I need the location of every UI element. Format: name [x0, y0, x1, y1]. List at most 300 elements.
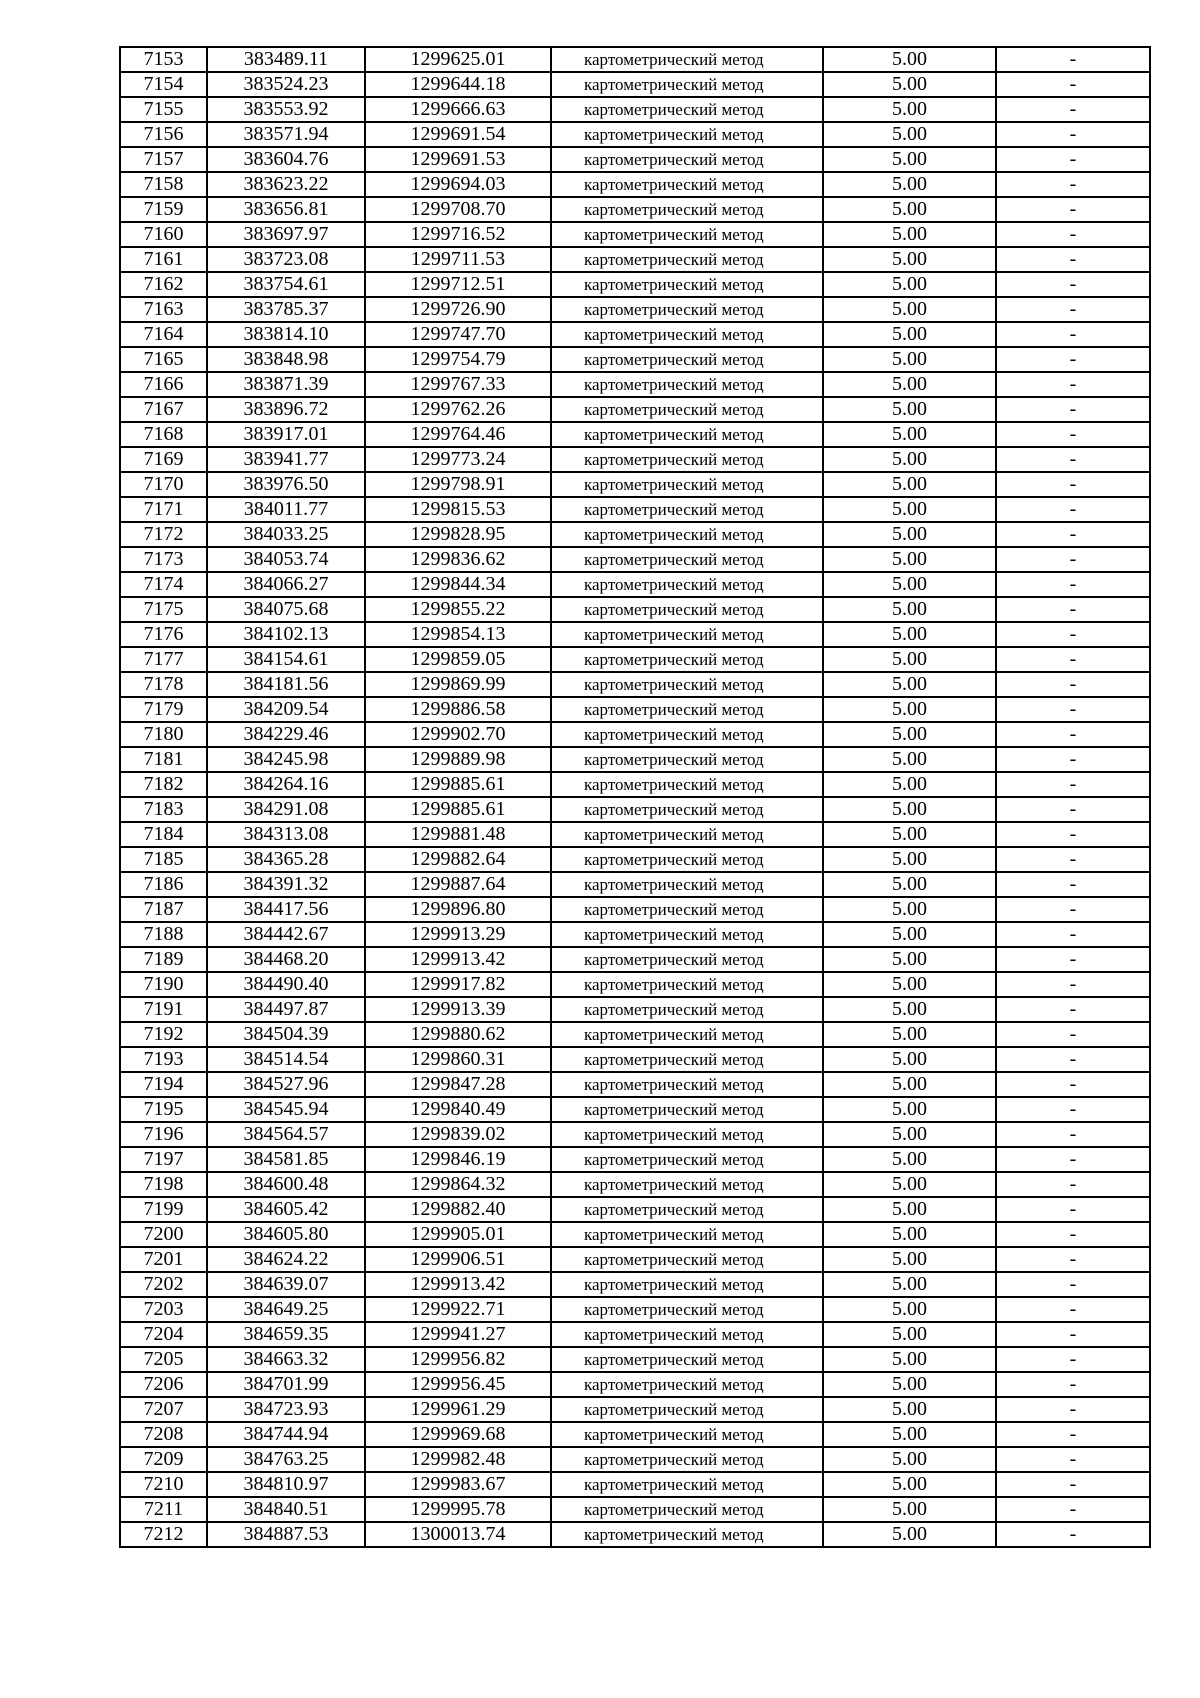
note-cell: - [996, 1247, 1150, 1272]
coordinates-table [119, 46, 1151, 1548]
y-coordinate-cell: 1299881.48 [365, 822, 551, 847]
x-coordinate-cell: 383785.37 [207, 297, 365, 322]
y-coordinate-cell: 1299859.05 [365, 647, 551, 672]
point-number-cell: 7210 [120, 1472, 207, 1497]
precision-cell: 5.00 [823, 1297, 996, 1322]
precision-cell: 5.00 [823, 372, 996, 397]
y-coordinate-cell: 1299666.63 [365, 97, 551, 122]
method-cell: картометрический метод [551, 297, 823, 322]
table-row [120, 172, 1150, 197]
table-row [120, 697, 1150, 722]
point-number-cell: 7158 [120, 172, 207, 197]
method-cell: картометрический метод [551, 1522, 823, 1547]
precision-cell: 5.00 [823, 322, 996, 347]
y-coordinate-cell: 1299708.70 [365, 197, 551, 222]
method-cell: картометрический метод [551, 1222, 823, 1247]
x-coordinate-cell: 384887.53 [207, 1522, 365, 1547]
note-cell: - [996, 1047, 1150, 1072]
note-cell: - [996, 872, 1150, 897]
y-coordinate-cell: 1299969.68 [365, 1422, 551, 1447]
method-cell: картометрический метод [551, 597, 823, 622]
x-coordinate-cell: 383814.10 [207, 322, 365, 347]
point-number-cell: 7208 [120, 1422, 207, 1447]
table-row [120, 897, 1150, 922]
method-cell: картометрический метод [551, 1197, 823, 1222]
point-number-cell: 7153 [120, 47, 207, 72]
point-number-cell: 7163 [120, 297, 207, 322]
point-number-cell: 7171 [120, 497, 207, 522]
x-coordinate-cell: 384468.20 [207, 947, 365, 972]
table-row [120, 772, 1150, 797]
table-row [120, 1297, 1150, 1322]
y-coordinate-cell: 1299815.53 [365, 497, 551, 522]
note-cell: - [996, 1472, 1150, 1497]
y-coordinate-cell: 1299711.53 [365, 247, 551, 272]
note-cell: - [996, 997, 1150, 1022]
table-row [120, 1122, 1150, 1147]
method-cell: картометрический метод [551, 97, 823, 122]
note-cell: - [996, 1447, 1150, 1472]
method-cell: картометрический метод [551, 722, 823, 747]
y-coordinate-cell: 1299762.26 [365, 397, 551, 422]
point-number-cell: 7154 [120, 72, 207, 97]
table-row [120, 972, 1150, 997]
x-coordinate-cell: 383976.50 [207, 472, 365, 497]
method-cell: картометрический метод [551, 772, 823, 797]
table-row [120, 922, 1150, 947]
note-cell: - [996, 297, 1150, 322]
point-number-cell: 7160 [120, 222, 207, 247]
note-cell: - [996, 747, 1150, 772]
x-coordinate-cell: 383896.72 [207, 397, 365, 422]
table-row [120, 597, 1150, 622]
x-coordinate-cell: 384011.77 [207, 497, 365, 522]
point-number-cell: 7184 [120, 822, 207, 847]
point-number-cell: 7212 [120, 1522, 207, 1547]
x-coordinate-cell: 384564.57 [207, 1122, 365, 1147]
note-cell: - [996, 722, 1150, 747]
x-coordinate-cell: 384497.87 [207, 997, 365, 1022]
point-number-cell: 7194 [120, 1072, 207, 1097]
y-coordinate-cell: 1299625.01 [365, 47, 551, 72]
y-coordinate-cell: 1299846.19 [365, 1147, 551, 1172]
note-cell: - [996, 222, 1150, 247]
point-number-cell: 7155 [120, 97, 207, 122]
point-number-cell: 7199 [120, 1197, 207, 1222]
y-coordinate-cell: 1299917.82 [365, 972, 551, 997]
x-coordinate-cell: 384810.97 [207, 1472, 365, 1497]
point-number-cell: 7181 [120, 747, 207, 772]
table-row [120, 472, 1150, 497]
precision-cell: 5.00 [823, 747, 996, 772]
precision-cell: 5.00 [823, 1197, 996, 1222]
x-coordinate-cell: 384581.85 [207, 1147, 365, 1172]
x-coordinate-cell: 383656.81 [207, 197, 365, 222]
table-row [120, 947, 1150, 972]
note-cell: - [996, 772, 1150, 797]
table-row [120, 1022, 1150, 1047]
x-coordinate-cell: 384514.54 [207, 1047, 365, 1072]
method-cell: картометрический метод [551, 397, 823, 422]
note-cell: - [996, 447, 1150, 472]
point-number-cell: 7196 [120, 1122, 207, 1147]
precision-cell: 5.00 [823, 472, 996, 497]
method-cell: картометрический метод [551, 947, 823, 972]
note-cell: - [996, 1022, 1150, 1047]
x-coordinate-cell: 384075.68 [207, 597, 365, 622]
method-cell: картометрический метод [551, 322, 823, 347]
point-number-cell: 7179 [120, 697, 207, 722]
note-cell: - [996, 1522, 1150, 1547]
point-number-cell: 7190 [120, 972, 207, 997]
point-number-cell: 7206 [120, 1372, 207, 1397]
point-number-cell: 7157 [120, 147, 207, 172]
note-cell: - [996, 647, 1150, 672]
point-number-cell: 7203 [120, 1297, 207, 1322]
precision-cell: 5.00 [823, 522, 996, 547]
point-number-cell: 7165 [120, 347, 207, 372]
table-row [120, 72, 1150, 97]
note-cell: - [996, 97, 1150, 122]
point-number-cell: 7159 [120, 197, 207, 222]
precision-cell: 5.00 [823, 1022, 996, 1047]
y-coordinate-cell: 1299913.42 [365, 1272, 551, 1297]
note-cell: - [996, 1197, 1150, 1222]
y-coordinate-cell: 1299880.62 [365, 1022, 551, 1047]
y-coordinate-cell: 1300013.74 [365, 1522, 551, 1547]
point-number-cell: 7166 [120, 372, 207, 397]
note-cell: - [996, 322, 1150, 347]
y-coordinate-cell: 1299882.40 [365, 1197, 551, 1222]
note-cell: - [996, 1347, 1150, 1372]
table-row [120, 272, 1150, 297]
table-row [120, 1472, 1150, 1497]
table-row [120, 547, 1150, 572]
precision-cell: 5.00 [823, 597, 996, 622]
note-cell: - [996, 72, 1150, 97]
precision-cell: 5.00 [823, 972, 996, 997]
point-number-cell: 7176 [120, 622, 207, 647]
method-cell: картометрический метод [551, 1472, 823, 1497]
y-coordinate-cell: 1299773.24 [365, 447, 551, 472]
method-cell: картометрический метод [551, 522, 823, 547]
precision-cell: 5.00 [823, 1322, 996, 1347]
precision-cell: 5.00 [823, 47, 996, 72]
x-coordinate-cell: 383917.01 [207, 422, 365, 447]
x-coordinate-cell: 384639.07 [207, 1272, 365, 1297]
table-row [120, 722, 1150, 747]
point-number-cell: 7195 [120, 1097, 207, 1122]
y-coordinate-cell: 1299961.29 [365, 1397, 551, 1422]
y-coordinate-cell: 1299913.42 [365, 947, 551, 972]
precision-cell: 5.00 [823, 722, 996, 747]
y-coordinate-cell: 1299889.98 [365, 747, 551, 772]
precision-cell: 5.00 [823, 1397, 996, 1422]
table-row [120, 247, 1150, 272]
note-cell: - [996, 397, 1150, 422]
note-cell: - [996, 122, 1150, 147]
x-coordinate-cell: 384066.27 [207, 572, 365, 597]
table-row [120, 1072, 1150, 1097]
point-number-cell: 7167 [120, 397, 207, 422]
x-coordinate-cell: 384659.35 [207, 1322, 365, 1347]
x-coordinate-cell: 384527.96 [207, 1072, 365, 1097]
precision-cell: 5.00 [823, 72, 996, 97]
note-cell: - [996, 1147, 1150, 1172]
method-cell: картометрический метод [551, 247, 823, 272]
table-row [120, 1347, 1150, 1372]
precision-cell: 5.00 [823, 672, 996, 697]
point-number-cell: 7198 [120, 1172, 207, 1197]
y-coordinate-cell: 1299922.71 [365, 1297, 551, 1322]
precision-cell: 5.00 [823, 922, 996, 947]
precision-cell: 5.00 [823, 1272, 996, 1297]
x-coordinate-cell: 384053.74 [207, 547, 365, 572]
point-number-cell: 7183 [120, 797, 207, 822]
point-number-cell: 7197 [120, 1147, 207, 1172]
y-coordinate-cell: 1299754.79 [365, 347, 551, 372]
y-coordinate-cell: 1299798.91 [365, 472, 551, 497]
table-row [120, 1172, 1150, 1197]
x-coordinate-cell: 384229.46 [207, 722, 365, 747]
x-coordinate-cell: 384264.16 [207, 772, 365, 797]
method-cell: картометрический метод [551, 1172, 823, 1197]
note-cell: - [996, 622, 1150, 647]
precision-cell: 5.00 [823, 222, 996, 247]
method-cell: картометрический метод [551, 1322, 823, 1347]
table-row [120, 822, 1150, 847]
x-coordinate-cell: 384181.56 [207, 672, 365, 697]
precision-cell: 5.00 [823, 297, 996, 322]
y-coordinate-cell: 1299983.67 [365, 1472, 551, 1497]
x-coordinate-cell: 384663.32 [207, 1347, 365, 1372]
table-row [120, 1422, 1150, 1447]
precision-cell: 5.00 [823, 1047, 996, 1072]
x-coordinate-cell: 384600.48 [207, 1172, 365, 1197]
x-coordinate-cell: 384545.94 [207, 1097, 365, 1122]
x-coordinate-cell: 384365.28 [207, 847, 365, 872]
precision-cell: 5.00 [823, 872, 996, 897]
point-number-cell: 7169 [120, 447, 207, 472]
precision-cell: 5.00 [823, 422, 996, 447]
method-cell: картометрический метод [551, 1097, 823, 1122]
y-coordinate-cell: 1299854.13 [365, 622, 551, 647]
table-row [120, 847, 1150, 872]
point-number-cell: 7188 [120, 922, 207, 947]
precision-cell: 5.00 [823, 847, 996, 872]
table-row [120, 1247, 1150, 1272]
point-number-cell: 7177 [120, 647, 207, 672]
x-coordinate-cell: 384245.98 [207, 747, 365, 772]
precision-cell: 5.00 [823, 622, 996, 647]
x-coordinate-cell: 383941.77 [207, 447, 365, 472]
y-coordinate-cell: 1299913.39 [365, 997, 551, 1022]
y-coordinate-cell: 1299982.48 [365, 1447, 551, 1472]
x-coordinate-cell: 383848.98 [207, 347, 365, 372]
precision-cell: 5.00 [823, 1472, 996, 1497]
note-cell: - [996, 922, 1150, 947]
y-coordinate-cell: 1299860.31 [365, 1047, 551, 1072]
table-row [120, 422, 1150, 447]
table-row [120, 372, 1150, 397]
note-cell: - [996, 972, 1150, 997]
y-coordinate-cell: 1299836.62 [365, 547, 551, 572]
y-coordinate-cell: 1299712.51 [365, 272, 551, 297]
x-coordinate-cell: 383553.92 [207, 97, 365, 122]
precision-cell: 5.00 [823, 647, 996, 672]
point-number-cell: 7189 [120, 947, 207, 972]
y-coordinate-cell: 1299864.32 [365, 1172, 551, 1197]
point-number-cell: 7156 [120, 122, 207, 147]
x-coordinate-cell: 384763.25 [207, 1447, 365, 1472]
table-row [120, 1497, 1150, 1522]
note-cell: - [996, 522, 1150, 547]
note-cell: - [996, 797, 1150, 822]
note-cell: - [996, 1422, 1150, 1447]
table-row [120, 122, 1150, 147]
y-coordinate-cell: 1299844.34 [365, 572, 551, 597]
y-coordinate-cell: 1299767.33 [365, 372, 551, 397]
x-coordinate-cell: 384391.32 [207, 872, 365, 897]
precision-cell: 5.00 [823, 272, 996, 297]
method-cell: картометрический метод [551, 372, 823, 397]
method-cell: картометрический метод [551, 1122, 823, 1147]
point-number-cell: 7162 [120, 272, 207, 297]
precision-cell: 5.00 [823, 1072, 996, 1097]
note-cell: - [996, 272, 1150, 297]
table-row [120, 222, 1150, 247]
x-coordinate-cell: 383723.08 [207, 247, 365, 272]
y-coordinate-cell: 1299956.45 [365, 1372, 551, 1397]
precision-cell: 5.00 [823, 697, 996, 722]
point-number-cell: 7193 [120, 1047, 207, 1072]
method-cell: картометрический метод [551, 572, 823, 597]
method-cell: картометрический метод [551, 672, 823, 697]
y-coordinate-cell: 1299691.53 [365, 147, 551, 172]
method-cell: картометрический метод [551, 272, 823, 297]
note-cell: - [996, 47, 1150, 72]
method-cell: картометрический метод [551, 1022, 823, 1047]
y-coordinate-cell: 1299828.95 [365, 522, 551, 547]
y-coordinate-cell: 1299941.27 [365, 1322, 551, 1347]
point-number-cell: 7182 [120, 772, 207, 797]
y-coordinate-cell: 1299747.70 [365, 322, 551, 347]
precision-cell: 5.00 [823, 1447, 996, 1472]
table-row [120, 747, 1150, 772]
method-cell: картометрический метод [551, 222, 823, 247]
y-coordinate-cell: 1299869.99 [365, 672, 551, 697]
precision-cell: 5.00 [823, 547, 996, 572]
method-cell: картометрический метод [551, 47, 823, 72]
method-cell: картометрический метод [551, 1147, 823, 1172]
table-row [120, 397, 1150, 422]
table-row [120, 447, 1150, 472]
x-coordinate-cell: 384701.99 [207, 1372, 365, 1397]
method-cell: картометрический метод [551, 1072, 823, 1097]
note-cell: - [996, 1297, 1150, 1322]
x-coordinate-cell: 384840.51 [207, 1497, 365, 1522]
note-cell: - [996, 897, 1150, 922]
point-number-cell: 7178 [120, 672, 207, 697]
table-row [120, 97, 1150, 122]
method-cell: картометрический метод [551, 1347, 823, 1372]
x-coordinate-cell: 383524.23 [207, 72, 365, 97]
note-cell: - [996, 1222, 1150, 1247]
point-number-cell: 7191 [120, 997, 207, 1022]
precision-cell: 5.00 [823, 572, 996, 597]
note-cell: - [996, 697, 1150, 722]
note-cell: - [996, 172, 1150, 197]
y-coordinate-cell: 1299840.49 [365, 1097, 551, 1122]
method-cell: картометрический метод [551, 1247, 823, 1272]
table-row [120, 322, 1150, 347]
x-coordinate-cell: 384649.25 [207, 1297, 365, 1322]
method-cell: картометрический метод [551, 547, 823, 572]
point-number-cell: 7211 [120, 1497, 207, 1522]
point-number-cell: 7207 [120, 1397, 207, 1422]
point-number-cell: 7175 [120, 597, 207, 622]
method-cell: картометрический метод [551, 122, 823, 147]
method-cell: картометрический метод [551, 1422, 823, 1447]
point-number-cell: 7192 [120, 1022, 207, 1047]
table-row [120, 522, 1150, 547]
note-cell: - [996, 1122, 1150, 1147]
note-cell: - [996, 1172, 1150, 1197]
note-cell: - [996, 497, 1150, 522]
note-cell: - [996, 472, 1150, 497]
y-coordinate-cell: 1299896.80 [365, 897, 551, 922]
precision-cell: 5.00 [823, 897, 996, 922]
note-cell: - [996, 247, 1150, 272]
point-number-cell: 7209 [120, 1447, 207, 1472]
method-cell: картометрический метод [551, 847, 823, 872]
precision-cell: 5.00 [823, 247, 996, 272]
y-coordinate-cell: 1299644.18 [365, 72, 551, 97]
precision-cell: 5.00 [823, 497, 996, 522]
point-number-cell: 7172 [120, 522, 207, 547]
table-row [120, 1097, 1150, 1122]
method-cell: картометрический метод [551, 1372, 823, 1397]
precision-cell: 5.00 [823, 947, 996, 972]
x-coordinate-cell: 383604.76 [207, 147, 365, 172]
method-cell: картометрический метод [551, 1397, 823, 1422]
y-coordinate-cell: 1299885.61 [365, 772, 551, 797]
precision-cell: 5.00 [823, 1372, 996, 1397]
y-coordinate-cell: 1299905.01 [365, 1222, 551, 1247]
point-number-cell: 7173 [120, 547, 207, 572]
method-cell: картометрический метод [551, 997, 823, 1022]
table-row [120, 622, 1150, 647]
table-row [120, 1447, 1150, 1472]
precision-cell: 5.00 [823, 1222, 996, 1247]
precision-cell: 5.00 [823, 772, 996, 797]
point-number-cell: 7200 [120, 1222, 207, 1247]
y-coordinate-cell: 1299995.78 [365, 1497, 551, 1522]
y-coordinate-cell: 1299902.70 [365, 722, 551, 747]
method-cell: картометрический метод [551, 972, 823, 997]
x-coordinate-cell: 384313.08 [207, 822, 365, 847]
precision-cell: 5.00 [823, 997, 996, 1022]
note-cell: - [996, 847, 1150, 872]
note-cell: - [996, 1322, 1150, 1347]
y-coordinate-cell: 1299886.58 [365, 697, 551, 722]
note-cell: - [996, 1397, 1150, 1422]
table-row [120, 1397, 1150, 1422]
note-cell: - [996, 372, 1150, 397]
table-row [120, 797, 1150, 822]
method-cell: картометрический метод [551, 1497, 823, 1522]
table-row [120, 1522, 1150, 1547]
